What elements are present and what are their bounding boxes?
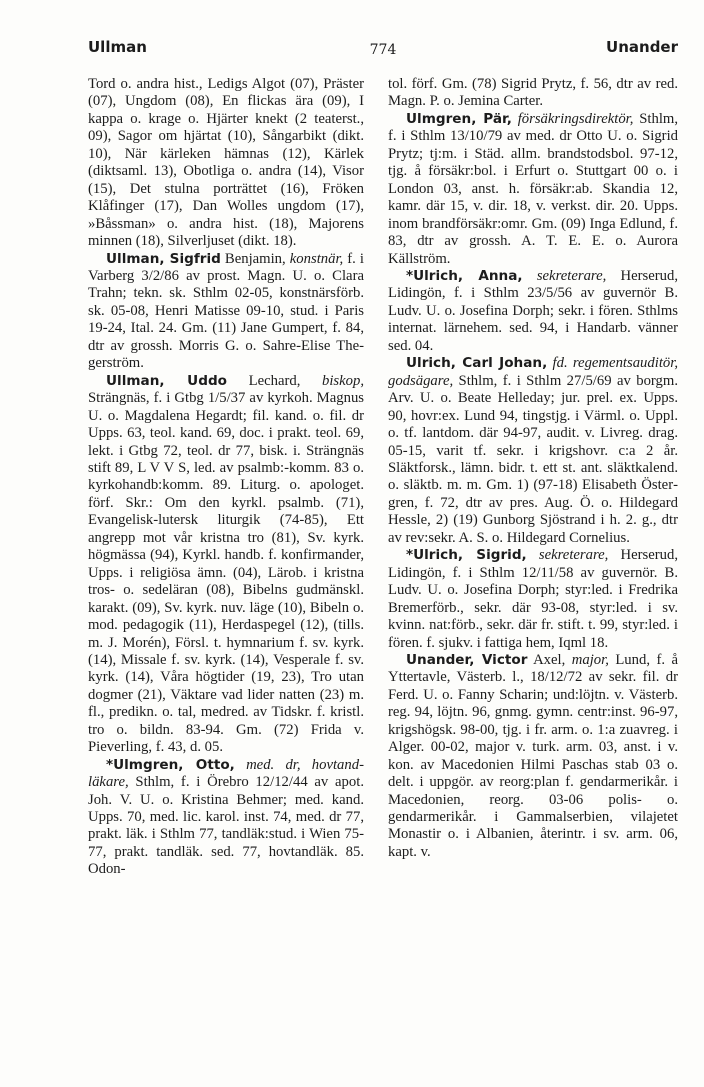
left-column [88,76,364,879]
entry-occupation: försäkringsdirektör, [517,110,634,127]
entry-name: Ullman, Sigfrid [106,250,221,267]
entry-name: *Ulmgren, Otto, [106,756,235,773]
entry-continuation: Tord o. andra hist., Ledigs Algot (07), Präster (07), Ungdom (08), En flickas ära (09), I kappa o. krage o. Hjärter knekt (2 teaterst., 09), Sagor om hjärtat (10), Sångarbikt (dikt. 10), När kärleken hämnas (12), Kärlek (diktsaml. 13), Obotliga o. andra (14), Visor (15), Det stulna porträttet (16), Fröken Klåfinger (17), Dan Wolles ungdom (17), »Båssman» o. andra hist. (18), Majorens minnen (18), Silverljuset (dikt. 18). [88,76,364,250]
entry-ullman-sigfrid: Ullman, Sigfrid Benjamin, konstnär, f. i Varberg 3/2/86 av prost. Magn. U. o. Clara Trahn; tekn. sk. Sthlm 02-05, konstnärsförb. sk. 05-08, Henri Matisse 09-10, stud. i Paris 19-24, Ital. 24. Gm. (11) Jane Gumpert, f. 84, dtr av grossh. Morris G. o. Sahre-Elise Thegerström. [88,250,364,372]
entry-occupation: fd. regementsauditör, godsägare, [388,355,678,389]
entry-ulmgren-par: Ulmgren, Pär, försäkringsdirektör, Sthlm, f. i Sthlm 13/10/79 av med. dr Otto U. o. Sigrid Prytz; tj:m. i Städ. allm. brandstodsbol. 97-12, tjg. å försäkr:bol. i Erfurt o. Stuttgart 00 o. i London 03, anst. h. försäkr:ab. Skandia 12, kamr. där 15, v. dir. 18, v. verkst. dir. 20. Upps. inom brandförsäkr:omr. Gm. (09) Inga Edlund, f. 83, dtr av grossh. A. T. E. E. o. Aurora Källström. [388,110,678,267]
entry-occupation: biskop, [321,372,365,389]
entry-name: Ulrich, Carl Johan, [406,355,548,372]
page-header [88,38,678,62]
header-left-guide-word: Ullman [88,38,147,56]
right-column [388,76,678,861]
entry-occupation: med. dr, hovtandläkare, [88,756,364,791]
entry-ulrich-sigrid: *Ulrich, Sigrid, sekreterare, Herserud, Lidingön, f. i Sthlm 12/11/58 av guvernör. B. Ludv. U. o. Josefina Dorph; styr:led. i Fredrika Bremerförb., sekr. där 93-08, styr:led. i sv. kvinn. nat:förb., sekr. där fr. stift. t. 99, styr:led. i fören. f. sjukv. i fattiga hem, Iqml 18. [388,547,678,651]
entry-ulmgren-otto: *Ulmgren, Otto, med. dr, hovtandläkare, Sthlm, f. i Örebro 12/12/44 av apot. Joh. V. U. o. Kristina Behmer; med. kand. Upps. 70, med. lic. karol. inst. 74, med. dr 77, prakt. läk. i Sthlm 77, tandläk:stud. i Wien 75-77, prakt. tandläk. sed. 77, hovtandläk. 85. Odon- [88,756,364,878]
entry-name: Ullman, Uddo [106,372,228,389]
page-number: 774 [369,42,397,58]
entry-ulrich-anna: *Ulrich, Anna, sekreterare, Herserud, Lidingön, f. i Sthlm 23/5/56 av guvernör B. Ludv. U. o. Josefina Dorph; sekr. i fören. Sthlms internat. lärnehem. sed. 94, i Handarb. vänner sed. 04. [388,267,679,354]
header-right-guide-word: Unander [606,38,678,56]
entry-ulrich-carl-johan: Ulrich, Carl Johan, fd. regementsauditör, godsägare, Sthlm, f. i Sthlm 27/5/69 av borgm. Arv. U. o. Beate Helleday; jur. prel. ex. Upps. 90, hovr:ex. Lund 94, tingstjg. i Värml. o. Uppl. o. tf. lantdom. där 94-97, audit. v. Livreg. drag. 05-15, varit tf. sekr. i krigshovr. c:a 2 år. Släktforsk., lämn. bidr. t. ett st. ant. släktkalend. o. släktb. m. m. Gm. 1) (97-18) Elisabeth Östergren, f. 72, dtr av pres. Aug. Ö. o. Hildegard Hessle, 2) (19) Gunborg Sjöstrand i h. 2. g., dtr av rev:sekr. A. S. o. Hildegard Cornelius. [388,355,678,546]
entry-occupation: sekreterare, [536,267,607,284]
entry-occupation: konstnär, [289,250,344,267]
entry-unander-victor: Unander, Victor Axel, major, Lund, f. å Yttertavle, Västerb. l., 18/12/72 av sekr. fil. dr Ferd. U. o. Fanny Scharin; und:löjtn. v. Västerb. reg. 94, löjtn. 96, gnmg. gymn. centr:inst. 96-97, krigshögsk. 98-00, tjg. i fr. arm. o. 1:a zuavreg. i Alger. 00-02, major v. turk. arm. 03, anst. i v. kon. av Macedonien Hilmi Paschas stab 03 o. delt. i uppgör. av reorg:plan f. gendarmerikår. i Macedonien, reorg. 03-06 polis- o. gendarmerikår. i Gammalserbien, vilajetet Monastir o. i Albanien, återintr. i sv. arm. 06, kapt. v. [388,651,678,860]
entry-occupation: sekreterare, [538,547,609,564]
entry-name: Ulmgren, Pär, [406,110,512,127]
entry-continuation: tol. förf. Gm. (78) Sigrid Prytz, f. 56, dtr av red. Magn. P. o. Jemina Carter. [388,76,678,110]
entry-name: *Ulrich, Sigrid, [406,547,527,564]
entry-name: Unander, Victor [406,651,528,668]
entry-occupation: major, [571,651,609,668]
entry-ullman-uddo: Ullman, Uddo Lechard, biskop, Strängnäs, f. i Gtbg 1/5/37 av kyrkoh. Magnus U. o. Magdalena Hegardt; fil. kand. o. fil. dr Upps. 63, teol. kand. 69, doc. i prakt. teol. 69, lekt. i Gtbg 72, teol. dr 77, bisk. i. Strängnäs stift 89, L V V S, led. av psalmb:-komm. 83 o. kyrkohandb:komm. 89. Liturg. o. apologet. förf. Skr.: Om den kyrkl. psalmb. (71), Evangelisk-lutersk liturgik (74-85), Ett angrepp mot vår kristna tro (81), Sv. kyrk. högmässa (94), Kyrkl. handb. f. konfirmander, Upps. i religiösa ämn. (04), Lärob. i kristna tros- o. sedeläran (08), Bibelns gudmänskl. karakt. (09), Sv. kyrk. nuv. läge (10), Bibeln o. mod. pedagogik (11), Herdaspegel (12), (tills. m. J. Morén), Försl. t. hymnarium f. sv. kyrk. (14), Missale f. sv. kyrk. (14), Vesperale f. sv. kyrk. (14), Våra högtider (19, 23), Tro utan dogmer (21), Väktare vad lider natten (23) m. fl., predikn. o. tal, medred. av Tidskr. f. kristl. tro o. bildn. 83-94. Gm. (72) Frida v. Pieverling, f. 43, d. 05. [88,372,365,756]
entry-name: *Ulrich, Anna, [406,267,523,284]
